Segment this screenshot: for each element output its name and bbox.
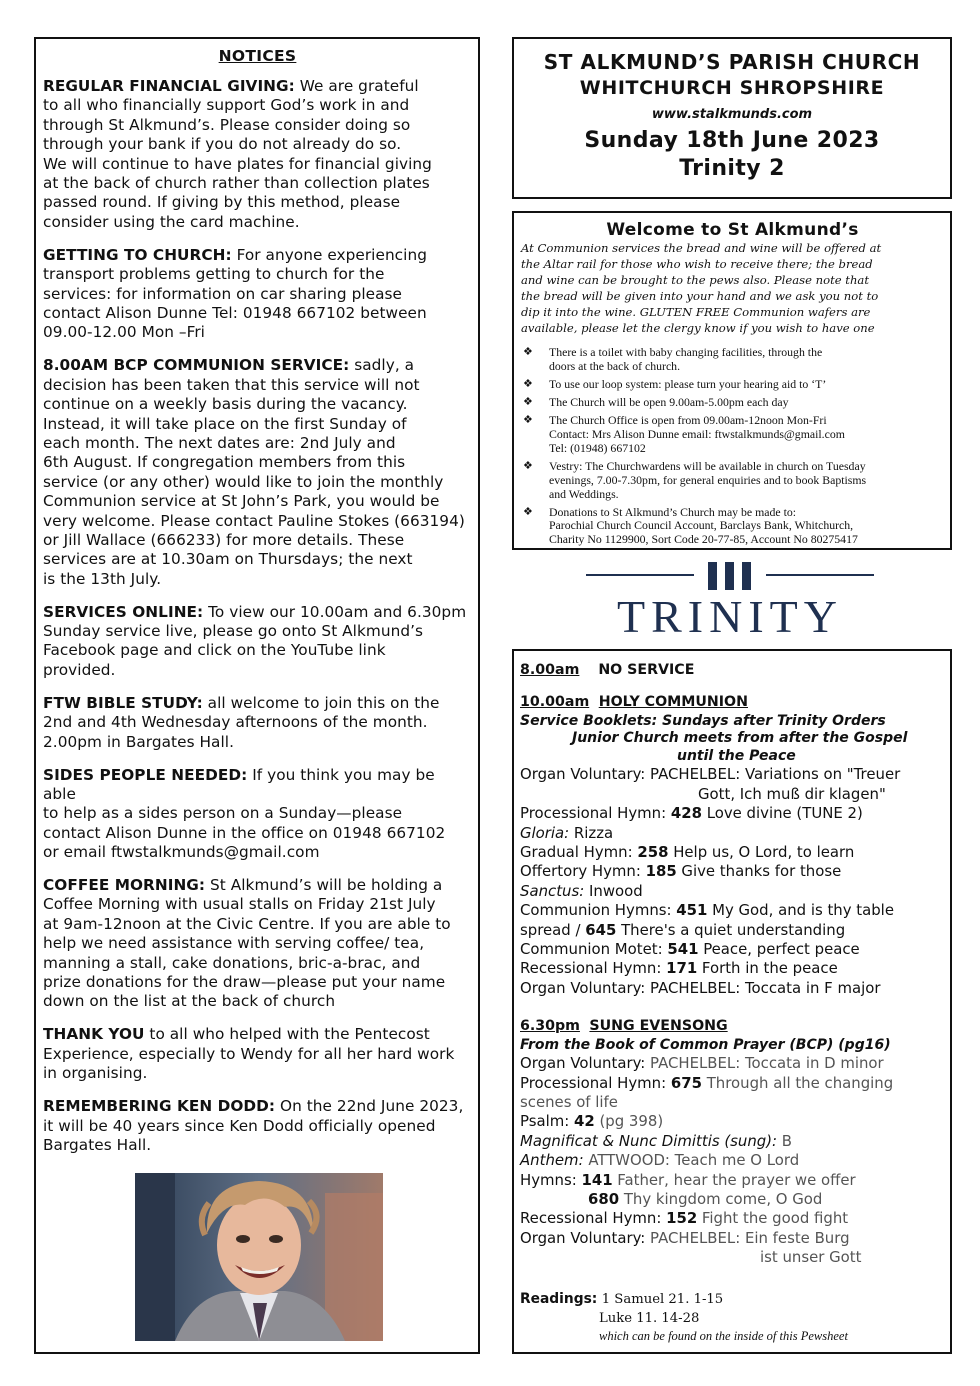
- notice-text: contact Alison Dunne in the office on 01948 667102: [43, 823, 446, 842]
- notice-text: transport problems getting to church for the: [43, 265, 385, 284]
- notice-text: 2nd and 4th Wednesday afternoons of the month.: [43, 713, 428, 732]
- welcome-list: [521, 346, 944, 547]
- service-line-text: (pg 398): [599, 1112, 664, 1131]
- service-line: [520, 843, 945, 862]
- service-0800: [520, 660, 945, 680]
- notice-heading: GETTING TO CHURCH:: [43, 245, 232, 264]
- service-line-text: Inwood: [589, 881, 643, 900]
- welcome-item-line: Parochial Church Council Account, Barclays Bank, Whitchurch,: [549, 518, 854, 533]
- hymn-number: 675: [670, 1073, 702, 1092]
- notice-heading: SIDES PEOPLE NEEDED:: [43, 765, 248, 784]
- service-line-text: Thy kingdom come, O God: [623, 1189, 823, 1208]
- notice-text: 09.00-12.00 Mon –Fri: [43, 323, 205, 342]
- welcome-item-line: The Church Office is open from 09.00am-12noon Mon-Fri: [549, 413, 827, 428]
- welcome-panel: [512, 211, 952, 550]
- notice-text: or Jill Wallace (666233) for more details. These: [43, 530, 405, 549]
- welcome-item-line: Charity No 1129900, Sort Code 20-77-85, Account No 80275417: [549, 532, 858, 547]
- notice-text: If you think you may be able: [43, 765, 435, 803]
- welcome-intro-line: the Altar rail for those who wish to receive there; the bread: [521, 256, 873, 271]
- welcome-item-line: evenings, 7.00-7.30pm, for general enquiries and to book Baptisms: [549, 472, 867, 487]
- service-line-label: Organ Voluntary:: [520, 978, 646, 997]
- hymn-number: 680: [588, 1189, 620, 1208]
- notice-text: Experience, especially to Wendy for all her hard work: [43, 1044, 455, 1063]
- notice-text: Instead, it will take place on the first Sunday of: [43, 414, 407, 433]
- service-line-text: Peace, perfect peace: [703, 939, 860, 958]
- notice-text: St Alkmund’s will be holding a: [210, 876, 443, 895]
- service-date: Sunday 18th June 2023: [584, 128, 880, 153]
- service-line-text: Father, hear the prayer we offer: [617, 1170, 856, 1189]
- readings-label: Readings:: [520, 1290, 598, 1307]
- welcome-intro-line: dip it into the wine. GLUTEN FREE Communion wafers are: [521, 304, 871, 319]
- reading-2: Luke 11. 14-28: [599, 1311, 700, 1327]
- welcome-item-line: The Church will be open 9.00am-5.00pm each day: [549, 395, 789, 410]
- service-line: [520, 979, 945, 998]
- hymn-number: 42: [574, 1112, 595, 1131]
- notice-text: Bargates Hall.: [43, 1135, 152, 1154]
- service-name: SUNG EVENSONG: [589, 1018, 728, 1035]
- notice-item: [43, 694, 472, 752]
- welcome-item-line: To use our loop system: please turn your hearing aid to ‘T’: [549, 377, 827, 392]
- diamond-bullet-icon: ❖: [523, 414, 533, 427]
- notice-text: consider using the card machine.: [43, 212, 300, 231]
- notice-item: [43, 603, 472, 681]
- service-line-label: spread /: [520, 920, 581, 939]
- welcome-item-line: Tel: (01948) 667102: [549, 440, 646, 455]
- notice-text: We will continue to have plates for financial giving: [43, 154, 432, 173]
- welcome-title: Welcome to St Alkmund’s: [606, 220, 859, 240]
- notice-heading: SERVICES ONLINE:: [43, 602, 204, 621]
- service-line: [520, 882, 945, 901]
- service-name: HOLY COMMUNION: [598, 694, 748, 711]
- service-line-text: ist unser Gott: [760, 1248, 862, 1267]
- notice-list: [43, 77, 472, 1155]
- diamond-bullet-icon: ❖: [523, 378, 533, 391]
- service-line-text: PACHELBEL: Toccata in F major: [650, 978, 881, 997]
- service-line-label: Anthem:: [520, 1151, 584, 1170]
- order-of-service: [520, 1054, 945, 1267]
- welcome-item: [521, 414, 944, 456]
- church-website: www.stalkmunds.com: [651, 107, 813, 122]
- hymn-number: 152: [666, 1209, 698, 1228]
- notice-text: each month. The next dates are: 2nd July and: [43, 433, 396, 452]
- notice-heading: REMEMBERING KEN DODD:: [43, 1097, 276, 1116]
- service-sub: until the Peace: [677, 747, 796, 764]
- hymn-number: 185: [645, 862, 677, 881]
- notice-text: very welcome. Please contact Pauline Stokes (663194): [43, 511, 465, 530]
- service-line-label: Organ Voluntary:: [520, 765, 646, 784]
- service-line: [520, 1171, 945, 1190]
- notice-text: in organising.: [43, 1064, 148, 1083]
- service-line: [520, 1229, 945, 1248]
- hymn-number: 258: [637, 842, 669, 861]
- notice-text: is the 13th July.: [43, 569, 162, 588]
- service-line: [520, 1151, 945, 1170]
- welcome-item: [521, 346, 944, 374]
- readings-note: which can be found on the inside of this Pewsheet: [599, 1328, 848, 1343]
- notice-text: To view our 10.00am and 6.30pm: [208, 602, 467, 621]
- service-line: [520, 785, 945, 804]
- notice-heading: FTW BIBLE STUDY:: [43, 693, 203, 712]
- notice-text: through your bank if you do not already do so.: [43, 135, 402, 154]
- notice-text: help we need assistance with serving coffee/ tea,: [43, 934, 425, 953]
- service-line: [520, 1054, 945, 1073]
- notice-text: at 9am-12noon at the Civic Centre. If you are able to: [43, 914, 451, 933]
- service-line-label: Hymns:: [520, 1170, 577, 1189]
- service-line-label: Recessional Hymn:: [520, 959, 662, 978]
- service-sub: Service Booklets: Sundays after Trinity Orders: [520, 712, 886, 729]
- service-line-text: scenes of life: [520, 1092, 618, 1111]
- welcome-item: [521, 460, 944, 502]
- notice-item: [43, 1025, 472, 1083]
- notice-text: service (or any other) would like to join the monthly: [43, 472, 444, 491]
- welcome-intro-line: At Communion services the bread and wine will be offered at: [521, 241, 882, 255]
- service-line: [520, 1074, 945, 1093]
- service-line-text: PACHELBEL: Ein feste Burg: [650, 1228, 850, 1247]
- notice-heading: 8.00AM BCP COMMUNION SERVICE:: [43, 356, 350, 375]
- service-line-label: Communion Hymns:: [520, 901, 672, 920]
- welcome-intro: [521, 241, 944, 336]
- church-town: WHITCHURCH SHROPSHIRE: [579, 77, 885, 99]
- service-line-label: Gradual Hymn:: [520, 842, 633, 861]
- service-1830: [520, 1016, 945, 1267]
- trinity-logo: [586, 560, 874, 640]
- notice-item: [43, 1097, 472, 1155]
- service-line-label: Magnificat & Nunc Dimittis (sung):: [520, 1131, 778, 1150]
- church-header: [512, 37, 952, 199]
- welcome-item-line: Vestry: The Churchwardens will be available in church on Tuesday: [549, 458, 866, 473]
- service-line-label: Recessional Hymn:: [520, 1209, 662, 1228]
- service-line: [520, 765, 945, 784]
- notice-heading: THANK YOU: [43, 1025, 145, 1044]
- diamond-bullet-icon: ❖: [523, 396, 533, 409]
- service-line: [520, 804, 945, 823]
- service-line-label: Processional Hymn:: [520, 1073, 667, 1092]
- service-time: 8.00am: [520, 662, 580, 678]
- welcome-intro-line: and wine can be brought to the pews also. Please note that: [521, 272, 869, 287]
- service-line-text: PACHELBEL: Variations on "Treuer: [650, 765, 901, 784]
- notice-text: On the 22nd June 2023,: [280, 1097, 464, 1116]
- welcome-item-line: There is a toilet with baby changing facilities, through the: [549, 345, 823, 360]
- notice-text: prize donations for the draw—please put your name: [43, 973, 446, 992]
- welcome-item: [521, 396, 944, 410]
- service-line-text: Forth in the peace: [701, 959, 838, 978]
- hymn-number: 428: [670, 804, 702, 823]
- service-line-text: Fight the good fight: [701, 1209, 849, 1228]
- service-line-label: Organ Voluntary:: [520, 1228, 646, 1247]
- hymn-number: 451: [676, 901, 708, 920]
- service-1000: [520, 692, 945, 998]
- welcome-item: [521, 378, 944, 392]
- reading-1: 1 Samuel 21. 1-15: [601, 1291, 724, 1307]
- notice-text: Facebook page and click on the YouTube link: [43, 641, 386, 660]
- notice-text: decision has been taken that this service will not: [43, 375, 420, 394]
- notice-text: Coffee Morning with usual stalls on Friday 21st July: [43, 895, 436, 914]
- service-line-text: My God, and is thy table: [712, 901, 894, 920]
- service-line: [520, 1190, 945, 1209]
- notice-text: Sunday service live, please go onto St Alkmund’s: [43, 622, 424, 641]
- notice-text: Communion service at St John’s Park, you would be: [43, 492, 440, 511]
- service-line-text: B: [781, 1131, 793, 1150]
- notice-item: [43, 356, 472, 589]
- service-sub: Junior Church meets from after the Gospel: [572, 730, 908, 747]
- welcome-item-line: Donations to St Alkmund’s Church may be made to:: [549, 504, 797, 519]
- trinity-logo-text: TRINITY: [617, 591, 843, 640]
- notice-text: down on the list at the back of church: [43, 992, 336, 1011]
- notices-panel: [34, 37, 480, 1354]
- notice-text: sadly, a: [354, 356, 415, 375]
- service-line-label: Communion Motet:: [520, 939, 663, 958]
- liturgical-week: Trinity 2: [679, 156, 785, 181]
- notice-item: [43, 876, 472, 1012]
- notice-item: [43, 246, 472, 343]
- hymn-number: 541: [667, 939, 699, 958]
- service-line: [520, 1132, 945, 1151]
- service-line-text: Love divine (TUNE 2): [706, 804, 863, 823]
- notice-item: [43, 77, 472, 232]
- service-line: [520, 1248, 945, 1267]
- service-sub: From the Book of Common Prayer (BCP) (pg16): [520, 1036, 891, 1053]
- service-line-text: Give thanks for those: [681, 862, 842, 881]
- notice-item: [43, 766, 472, 863]
- diamond-bullet-icon: ❖: [523, 459, 533, 472]
- service-line: [520, 901, 945, 920]
- church-name: ST ALKMUND’S PARISH CHURCH: [543, 50, 921, 74]
- welcome-item: [521, 506, 944, 548]
- notice-text: or email ftwstalkmunds@gmail.com: [43, 843, 320, 862]
- diamond-bullet-icon: ❖: [523, 505, 533, 518]
- service-line: [520, 1093, 945, 1112]
- service-line-label: Sanctus:: [520, 881, 585, 900]
- welcome-item-line: Contact: Mrs Alison Dunne email: ftwstalkmunds@gmail.com: [549, 426, 845, 441]
- notice-text: services are at 10.30am on Thursdays; the next: [43, 550, 413, 569]
- notice-text: For anyone experiencing: [236, 245, 427, 264]
- service-line-label: Organ Voluntary:: [520, 1054, 646, 1073]
- notice-text: to all who financially support God’s work in and: [43, 96, 410, 115]
- service-line-label: Psalm:: [520, 1112, 570, 1131]
- readings: [520, 1290, 945, 1344]
- service-line-text: Rizza: [573, 823, 614, 842]
- notice-text: continue on a weekly basis during the vacancy.: [43, 395, 408, 414]
- notices-title: NOTICES: [218, 47, 297, 65]
- service-line-label: Offertory Hymn:: [520, 862, 641, 881]
- service-line-text: Gott, Ich muß dir klagen": [698, 784, 886, 803]
- notice-heading: COFFEE MORNING:: [43, 876, 206, 895]
- notice-text: to all who helped with the Pentecost: [149, 1025, 430, 1044]
- notice-text: to help as a sides person on a Sunday—please: [43, 804, 403, 823]
- service-line: [520, 1209, 945, 1228]
- service-line: [520, 1112, 945, 1131]
- notice-text: through St Alkmund’s. Please consider doing so: [43, 115, 411, 134]
- ken-dodd-photo: [135, 1173, 383, 1341]
- service-line-text: PACHELBEL: Toccata in D minor: [650, 1054, 884, 1073]
- hymn-number: 141: [581, 1170, 613, 1189]
- notice-text: passed round. If giving by this method, please: [43, 193, 401, 212]
- service-line-label: Processional Hymn:: [520, 804, 667, 823]
- notice-text: We are grateful: [299, 77, 419, 95]
- notice-text: provided.: [43, 660, 116, 679]
- service-line-text: ATTWOOD: Teach me O Lord: [588, 1151, 800, 1170]
- notice-text: 6th August. If congregation members from this: [43, 453, 406, 472]
- service-line: [520, 862, 945, 881]
- welcome-item-line: doors at the back of church.: [549, 359, 681, 374]
- service-line: [520, 824, 945, 843]
- service-line: [520, 921, 945, 940]
- service-line-text: Help us, O Lord, to learn: [673, 842, 855, 861]
- hymn-number: 171: [666, 959, 698, 978]
- service-line-text: Through all the changing: [706, 1073, 894, 1092]
- notice-text: at the back of church rather than collection plates: [43, 174, 430, 193]
- order-of-service: [520, 765, 945, 998]
- notice-heading: REGULAR FINANCIAL GIVING:: [43, 77, 295, 95]
- welcome-intro-line: available, please let the clergy know if you wish to have one: [521, 320, 875, 335]
- notice-text: all welcome to join this on the: [207, 693, 440, 712]
- service-line: [520, 959, 945, 978]
- welcome-intro-line: the bread will be given into your hand and we ask you not to: [521, 288, 879, 303]
- notice-text: it will be 40 years since Ken Dodd officially opened: [43, 1116, 436, 1135]
- service-line: [520, 940, 945, 959]
- service-name: NO SERVICE: [598, 662, 695, 678]
- hymn-number: 645: [585, 920, 617, 939]
- services-panel: [512, 649, 952, 1354]
- notice-text: 2.00pm in Bargates Hall.: [43, 732, 234, 751]
- service-time: 10.00am: [520, 694, 590, 711]
- service-line-label: Gloria:: [520, 823, 570, 842]
- notice-text: manning a stall, cake donations, bric-a-brac, and: [43, 953, 421, 972]
- welcome-item-line: and Weddings.: [549, 486, 619, 501]
- diamond-bullet-icon: ❖: [523, 346, 533, 359]
- service-time: 6.30pm: [520, 1018, 580, 1035]
- service-line-text: There's a quiet understanding: [621, 920, 846, 939]
- notice-text: contact Alison Dunne Tel: 01948 667102 between: [43, 303, 427, 322]
- notice-text: services: for information on car sharing please: [43, 284, 402, 303]
